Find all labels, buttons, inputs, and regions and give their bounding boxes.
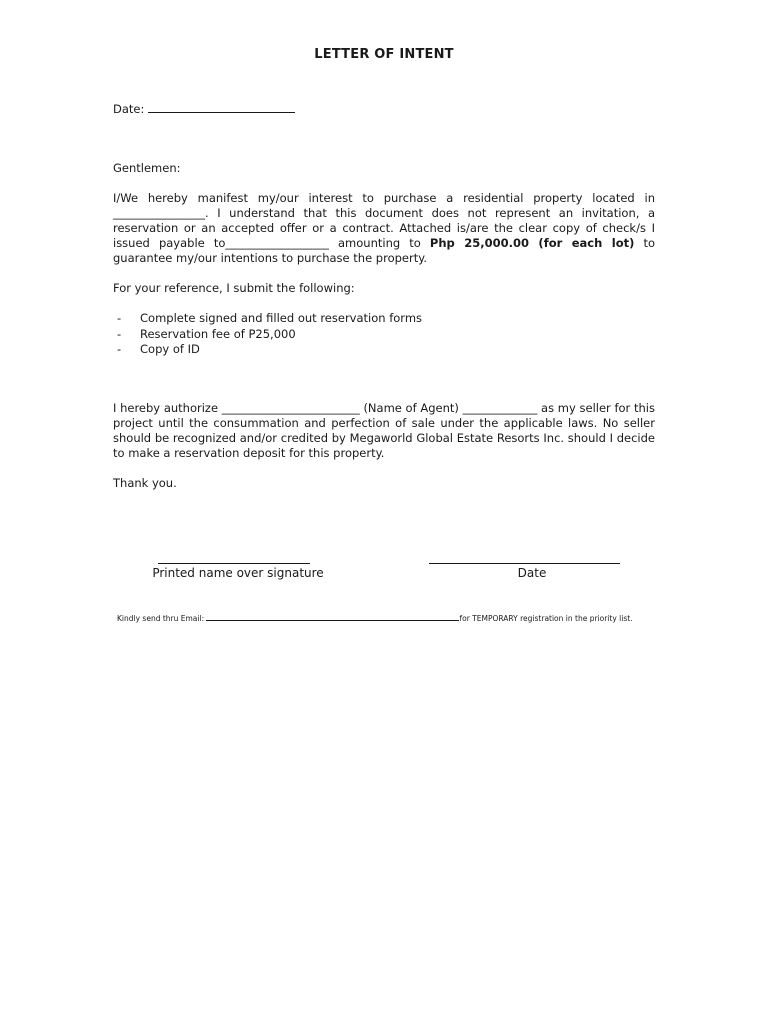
auth-text-3: as my seller for this project until the consummation and perfection of sale under the applicable laws. No seller should be recognized and/or credited by Megaworld Global Estate Resorts Inc. should I decide to make a reservation deposit for this property.: [113, 401, 655, 460]
intent-text-2: . I understand that this document does not represent an invitation, a reservation or an accepted offer or a contract. Attached is/are the clear copy of check/s I issued payable to: [113, 206, 655, 250]
salutation: Gentlemen:: [113, 161, 181, 175]
signature-line[interactable]: [158, 563, 310, 564]
intent-text-1: I/We hereby manifest my/our interest to purchase a residential property located in: [113, 191, 655, 205]
reservation-amount: Php 25,000.00 (for each lot): [429, 236, 635, 250]
auth-text-2: (Name of Agent): [359, 401, 463, 415]
list-item: [113, 311, 655, 327]
intent-text-4: to guarantee my/our intentions to purchase the property.: [113, 236, 655, 265]
bullet-dash: -: [117, 326, 122, 341]
bullet-dash: -: [117, 311, 122, 325]
date-blank-line[interactable]: [148, 101, 295, 113]
location-blank[interactable]: ________________: [113, 206, 205, 220]
list-item: [113, 327, 655, 343]
authorization-paragraph: [113, 401, 655, 461]
list-item-text: Reservation fee of P25,000: [140, 326, 296, 341]
date-signature-line[interactable]: [429, 563, 620, 564]
email-blank-line[interactable]: [206, 612, 459, 621]
intent-paragraph: [113, 191, 655, 266]
footnote-prefix: Kindly send thru Email:: [117, 614, 207, 623]
requirements-list: [113, 311, 655, 358]
reference-intro: For your reference, I submit the following:: [113, 281, 355, 295]
document-title: LETTER OF INTENT: [314, 47, 454, 62]
date-signature-label: Date: [517, 566, 547, 580]
date-label: Date:: [113, 102, 145, 116]
closing: Thank you.: [113, 476, 177, 490]
agent-extra-blank[interactable]: _____________: [462, 401, 538, 415]
auth-text-1: I hereby authorize: [113, 401, 222, 415]
list-item-text: Complete signed and filled out reservation forms: [140, 311, 423, 325]
email-footnote: [117, 612, 657, 623]
bullet-dash: -: [117, 342, 122, 356]
intent-text-3: amounting to: [328, 236, 430, 250]
agent-name-blank[interactable]: ________________________: [221, 401, 360, 415]
footnote-suffix: for TEMPORARY registration in the priority list.: [459, 614, 633, 623]
payee-blank[interactable]: __________________: [225, 236, 329, 250]
signature-label: Printed name over signature: [152, 566, 324, 580]
date-field: [113, 101, 655, 117]
list-item: [113, 342, 655, 358]
list-item-text: Copy of ID: [140, 342, 200, 356]
